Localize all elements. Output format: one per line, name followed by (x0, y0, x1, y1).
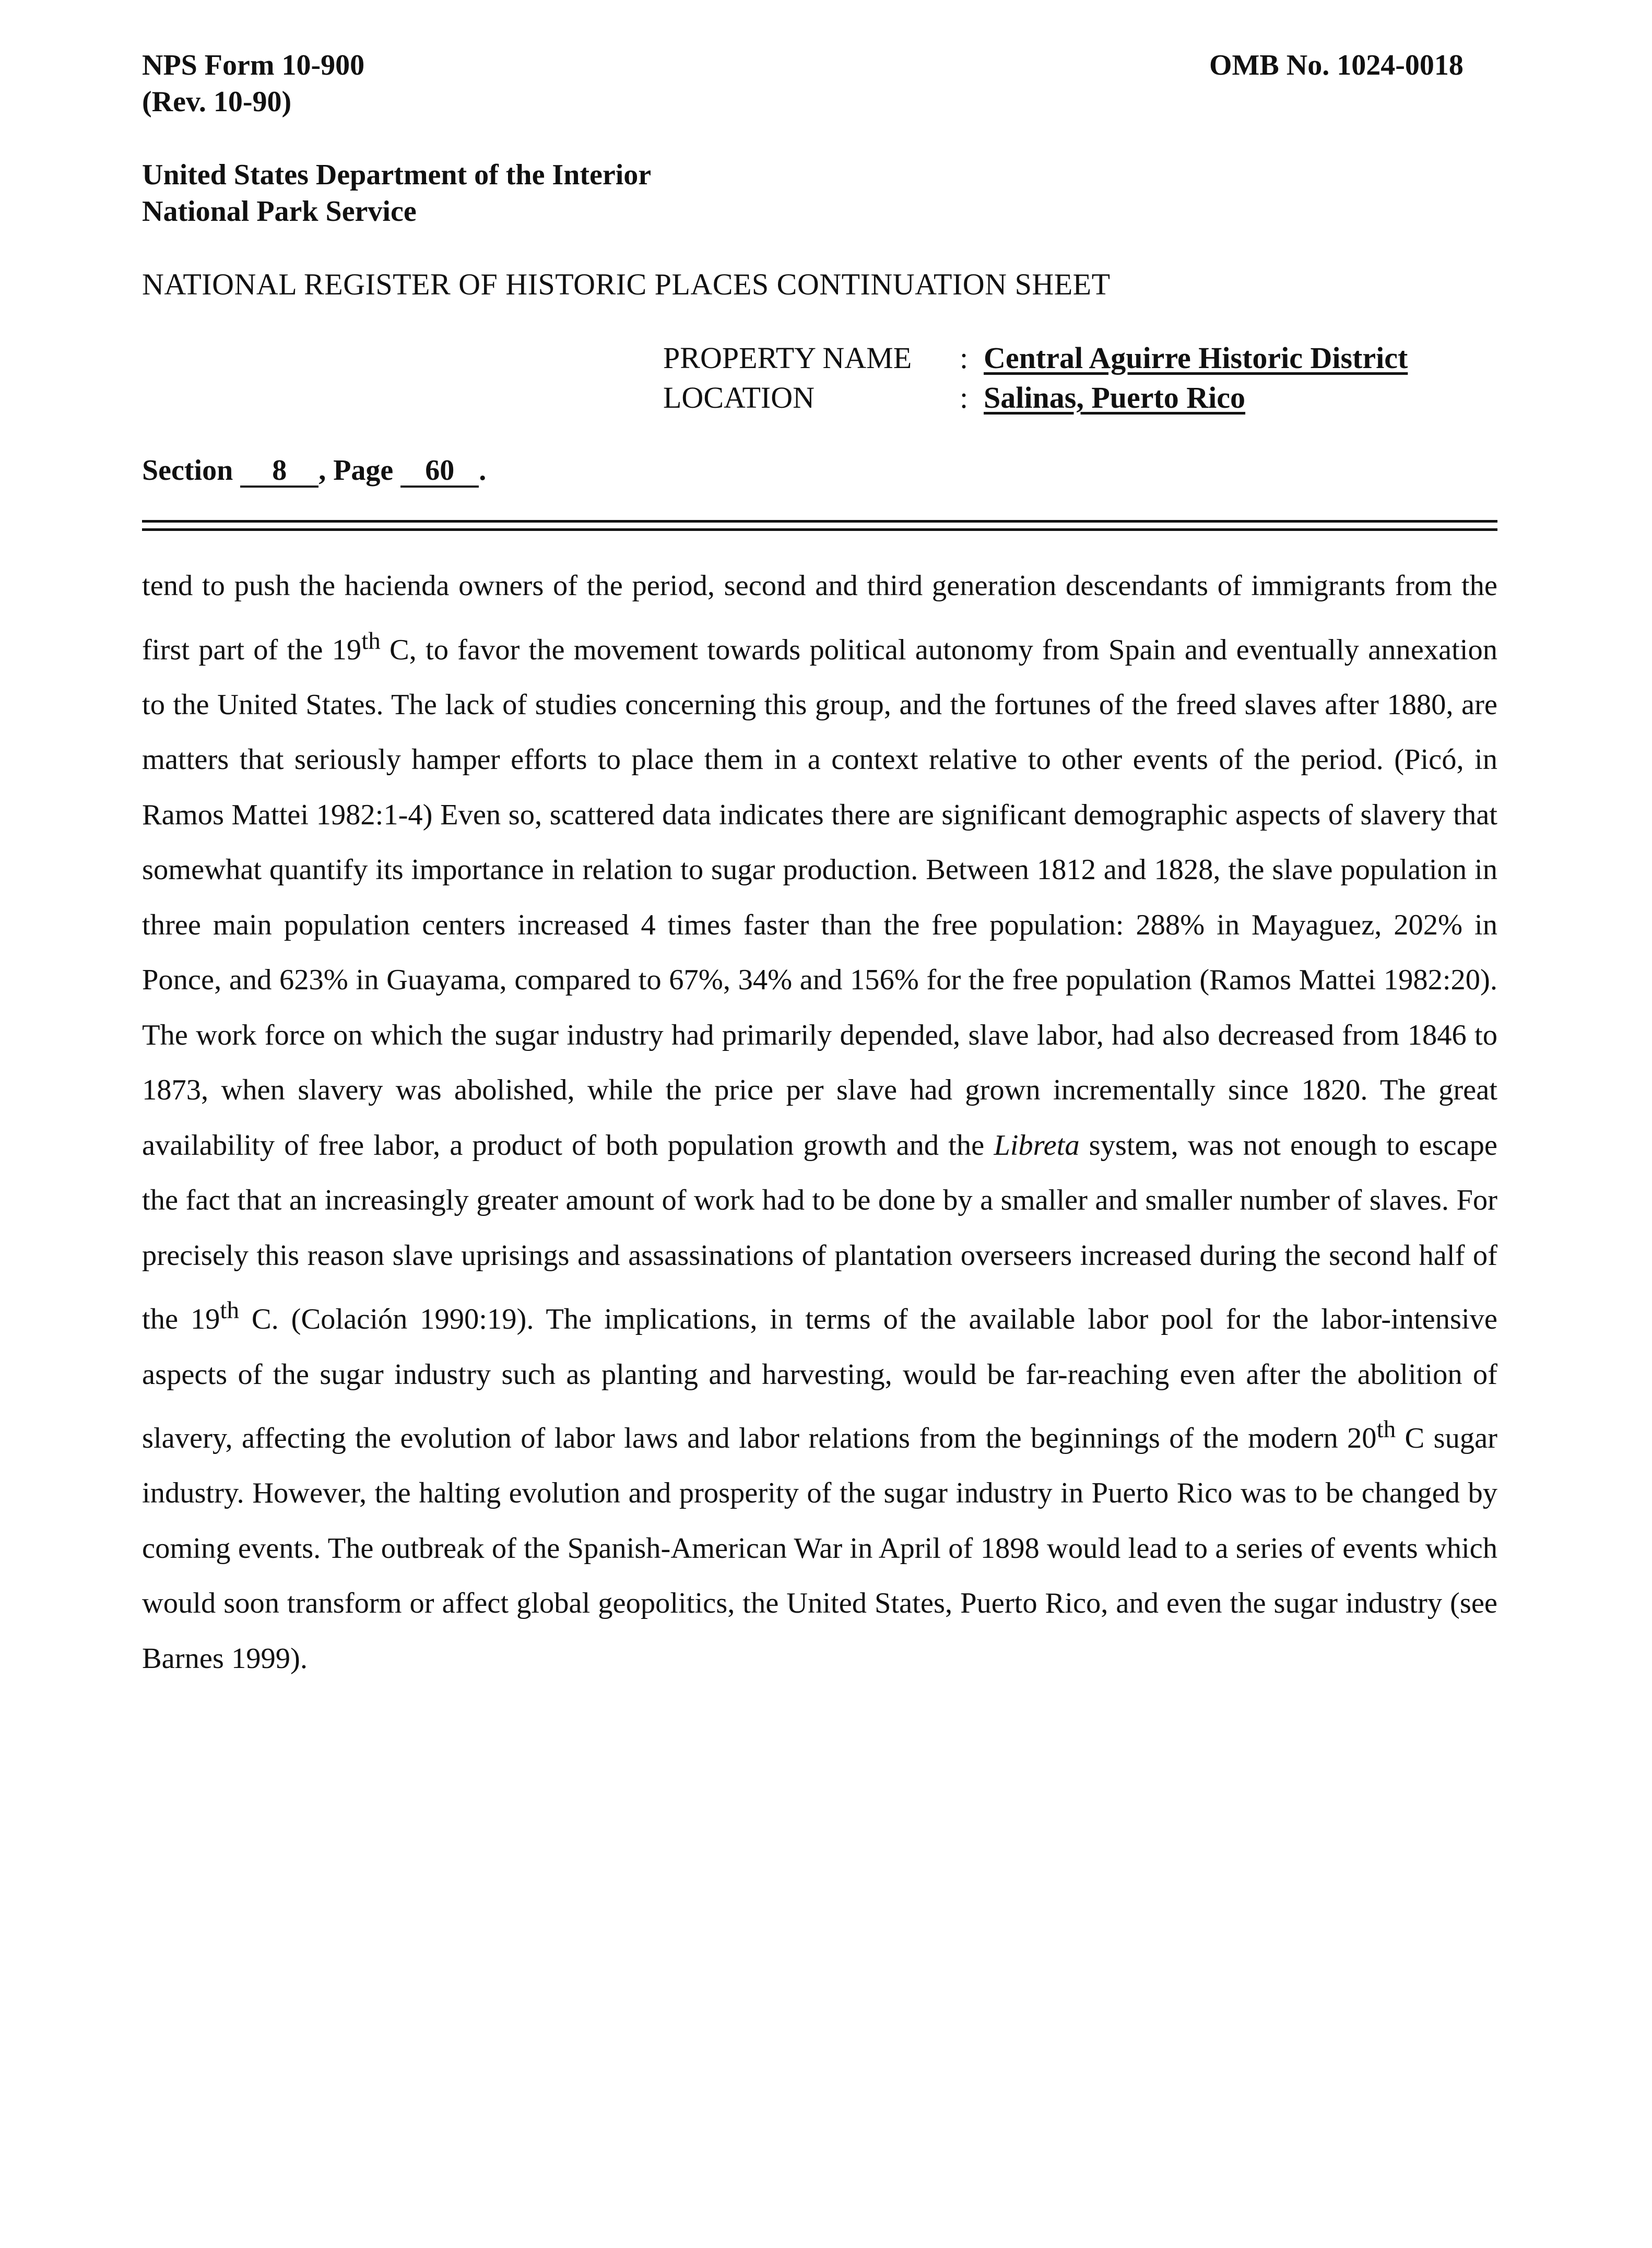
location-value: Salinas, Puerto Rico (984, 381, 1246, 415)
sheet-title: NATIONAL REGISTER OF HISTORIC PLACES CONTINUATION SHEET (142, 267, 1111, 301)
department-name: United States Department of the Interior (142, 159, 652, 191)
page-period: . (479, 454, 487, 487)
property-name-separator: : (960, 341, 969, 375)
agency-block (142, 157, 651, 230)
body-text-run: C. (Colación 1990:19). The implications, in terms of the available labor pool for the labor-intensive aspects of the sugar industry such as planting and harvesting, would be far-reaching even after the abolition of slavery, affecting the evolution of labor laws and labor relations from the beginnings of the modern 20 (142, 1303, 1498, 1454)
body-text-run: system, was not enough to escape the fact that an increasingly greater amount of work had to be done by a smaller and smaller number of slaves. For precisely this reason slave uprisings and assassinations of plantation overseers increased during the second half of the 19 (142, 1129, 1497, 1336)
body-text-run: C sugar industry. However, the halting evolution and prosperity of the sugar industry in Puerto Rico was to be changed by coming events. The outbreak of the Spanish-American War in April of 1898 would lead to a series of events which would soon transform or affect global geopolitics, the United States, Puerto Rico, and even the sugar industry (see Barnes 1999). (142, 1422, 1497, 1675)
form-revision: (Rev. 10-90) (142, 86, 292, 118)
body-text (142, 559, 1497, 1686)
body-text-run: C, to favor the movement towards political autonomy from Spain and eventually annexation to the United States. The lack of studies concerning this group, and the fortunes of the freed slaves after 1880, are matters that seriously hamper efforts to place them in a context relative to other events of the period. (Picó, in Ramos Mattei 1982:1-4) Even so, scattered data indicates there are significant demographic aspects of slavery that somewhat quantify its importance in relation to sugar production. Between 1812 and 1828, the slave population in three main population centers increased 4 times faster than the free population: 288% in Mayaguez, 202% in Ponce, and 623% in Guayama, compared to 67%, 34% and 156% for the free population (Ramos Mattei 1982:20). The work force on which the sugar industry had primarily depended, slave labor, had also decreased from 1846 to 1873, when slavery was abolished, while the price per slave had grown incrementally since 1820. The great availability of free labor, a product of both population growth and the (142, 633, 1497, 1162)
location-separator: : (960, 381, 969, 415)
page-number: 60 (400, 455, 479, 488)
section-label: Section (142, 454, 233, 487)
header-rule-bottom (142, 528, 1497, 531)
form-number: NPS Form 10-900 (142, 49, 365, 81)
body-paragraph (142, 559, 1497, 1686)
body-text-run: tend to push the hacienda owners of the period, second and third generation descendants of immigrants from the first part of the 19 (142, 570, 1497, 666)
location-row (663, 378, 1408, 418)
page-label: Page (333, 454, 394, 487)
ordinal-superscript: th (1376, 1416, 1396, 1444)
property-info (663, 338, 1408, 418)
property-name-row (663, 338, 1408, 378)
omb-number: OMB No. 1024-0018 (1209, 49, 1464, 81)
ordinal-superscript: th (361, 627, 381, 655)
libreta-term: Libreta (994, 1129, 1080, 1162)
ordinal-superscript: th (220, 1297, 240, 1324)
location-label: LOCATION (663, 381, 815, 415)
form-identifier (142, 47, 364, 120)
header-rule-top (142, 520, 1497, 523)
section-number: 8 (240, 455, 318, 488)
section-comma: , (318, 454, 326, 487)
property-name-label: PROPERTY NAME (663, 341, 912, 375)
service-name: National Park Service (142, 195, 417, 228)
section-page-line (142, 452, 486, 489)
property-name-value: Central Aguirre Historic District (984, 341, 1408, 375)
